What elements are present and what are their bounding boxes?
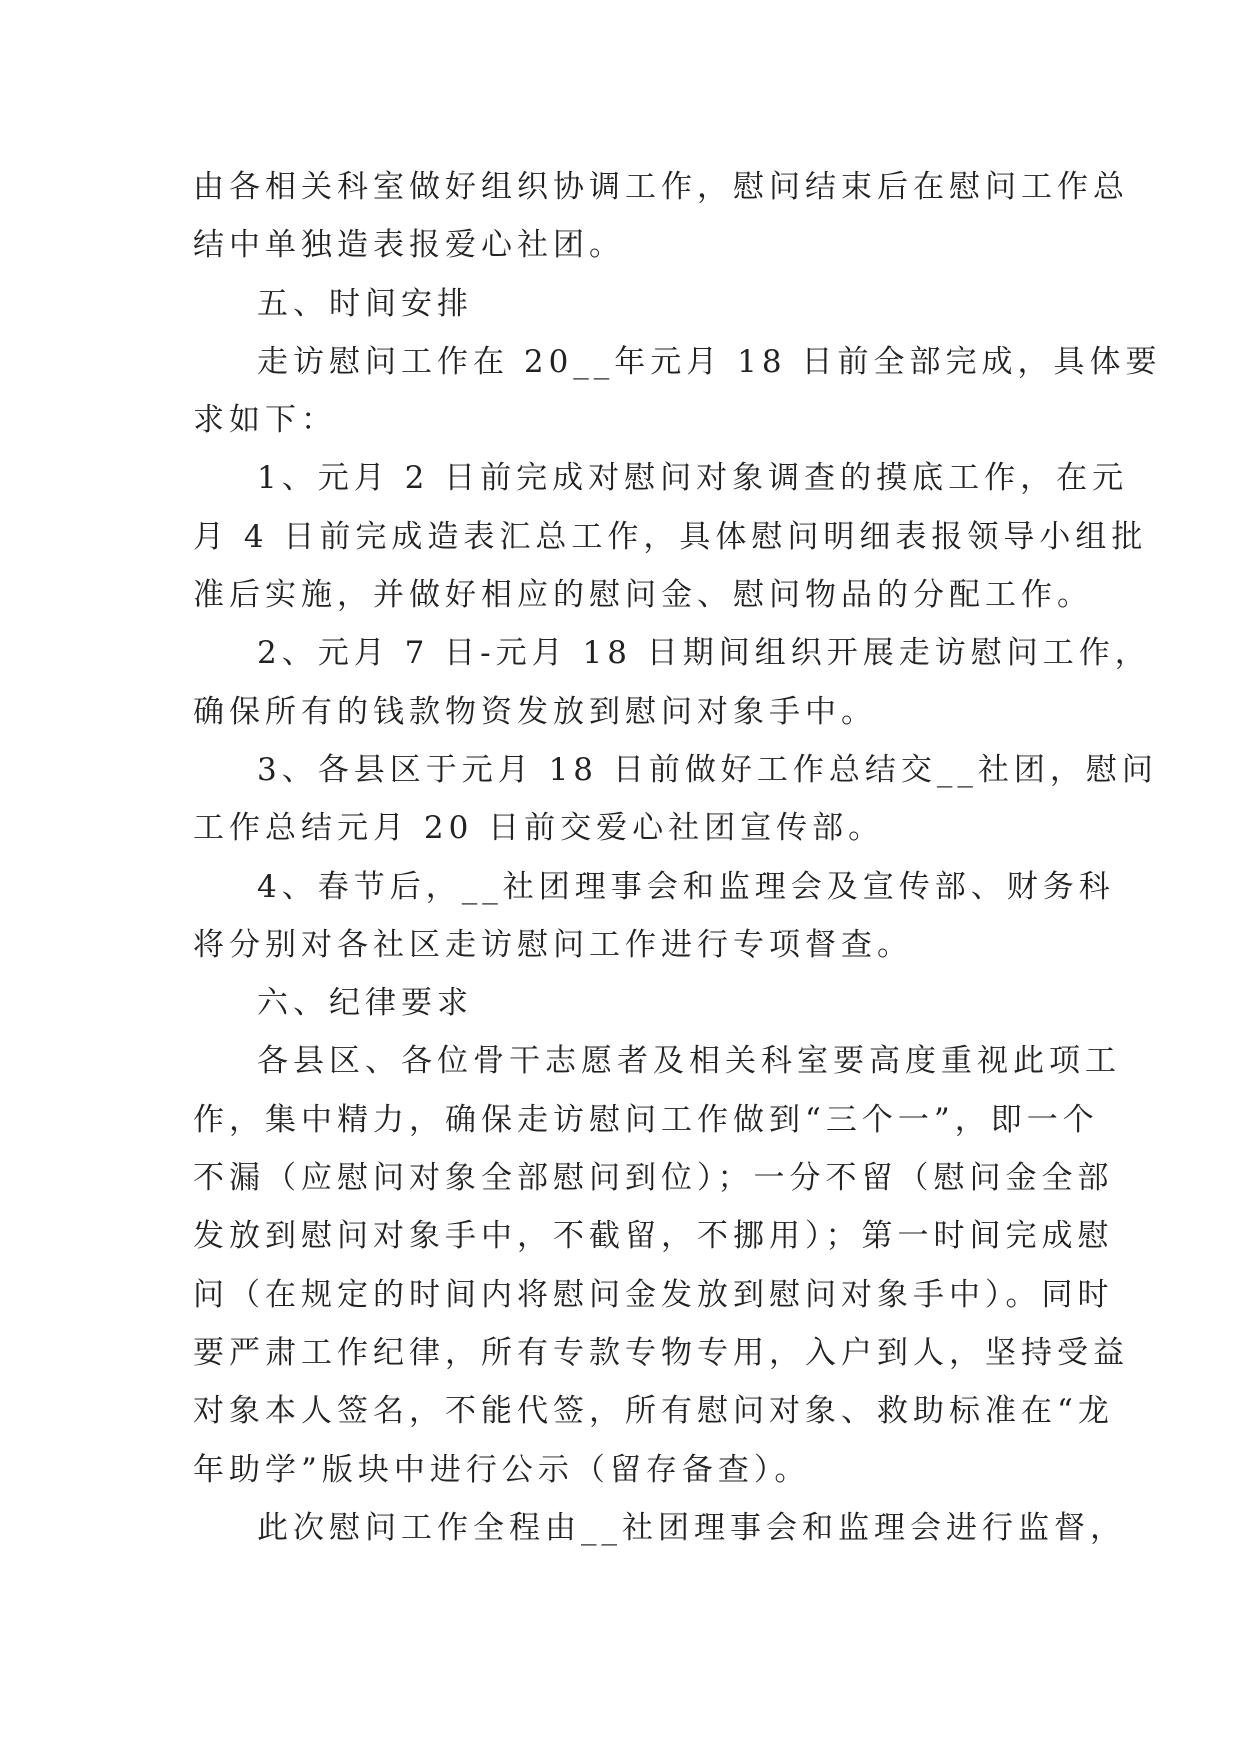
text-line: 发放到慰问对象手中，不截留，不挪用）；第一时间完成慰 [193,1218,1114,1255]
text-line: 对象本人签名，不能代签，所有慰问对象、救助标准在“龙 [193,1393,1114,1430]
document-body [193,158,1162,1557]
text-line: 各县区、各位骨干志愿者及相关科室要高度重视此项工 [257,1043,1121,1080]
text-line: 月 4 日前完成造表汇总工作，具体慰问明细表报领导小组批 [193,518,1148,555]
text-line: 准后实施，并做好相应的慰问金、慰问物品的分配工作。 [193,577,1093,614]
section-heading: 六、纪律要求 [257,985,473,1022]
text-line: 此次慰问工作全程由__社团理事会和监理会进行监督， [257,1509,1126,1546]
text-line: 走访慰问工作在 20__年元月 18 日前全部完成，具体要 [257,343,1162,380]
list-item: 4、春节后，__社团理事会和监理会及宣传部、财务科 [257,868,1115,905]
text-line: 作，集中精力，确保走访慰问工作做到“三个一”，即一个 [193,1101,1099,1138]
text-line: 年助学”版块中进行公示（留存备查）。 [193,1451,811,1488]
text-line: 将分别对各社区走访慰问工作进行专项督查。 [193,926,913,963]
text-line: 结中单独造表报爱心社团。 [193,227,625,264]
text-line: 由各相关科室做好组织协调工作，慰问结束后在慰问工作总 [193,169,1129,205]
list-item: 1、元月 2 日前完成对慰问对象调查的摸底工作，在元 [257,460,1129,497]
text-line: 问（在规定的时间内将慰问金发放到慰问对象手中）。同时 [193,1276,1114,1313]
text-line: 要严肃工作纪律，所有专款专物专用，入户到人，坚持受益 [193,1334,1129,1371]
text-line: 不漏（应慰问对象全部慰问到位）；一分不留（慰问金全部 [193,1160,1114,1197]
list-item: 3、各县区于元月 18 日前做好工作总结交__社团，慰问 [257,751,1158,788]
list-item: 2、元月 7 日-元月 18 日期间组织开展走访慰问工作， [257,635,1151,672]
text-line: 确保所有的钱款物资发放到慰问对象手中。 [193,693,877,730]
text-line: 求如下： [193,402,337,439]
text-line: 工作总结元月 20 日前交爱心社团宣传部。 [193,810,885,847]
section-heading: 五、时间安排 [257,285,473,322]
